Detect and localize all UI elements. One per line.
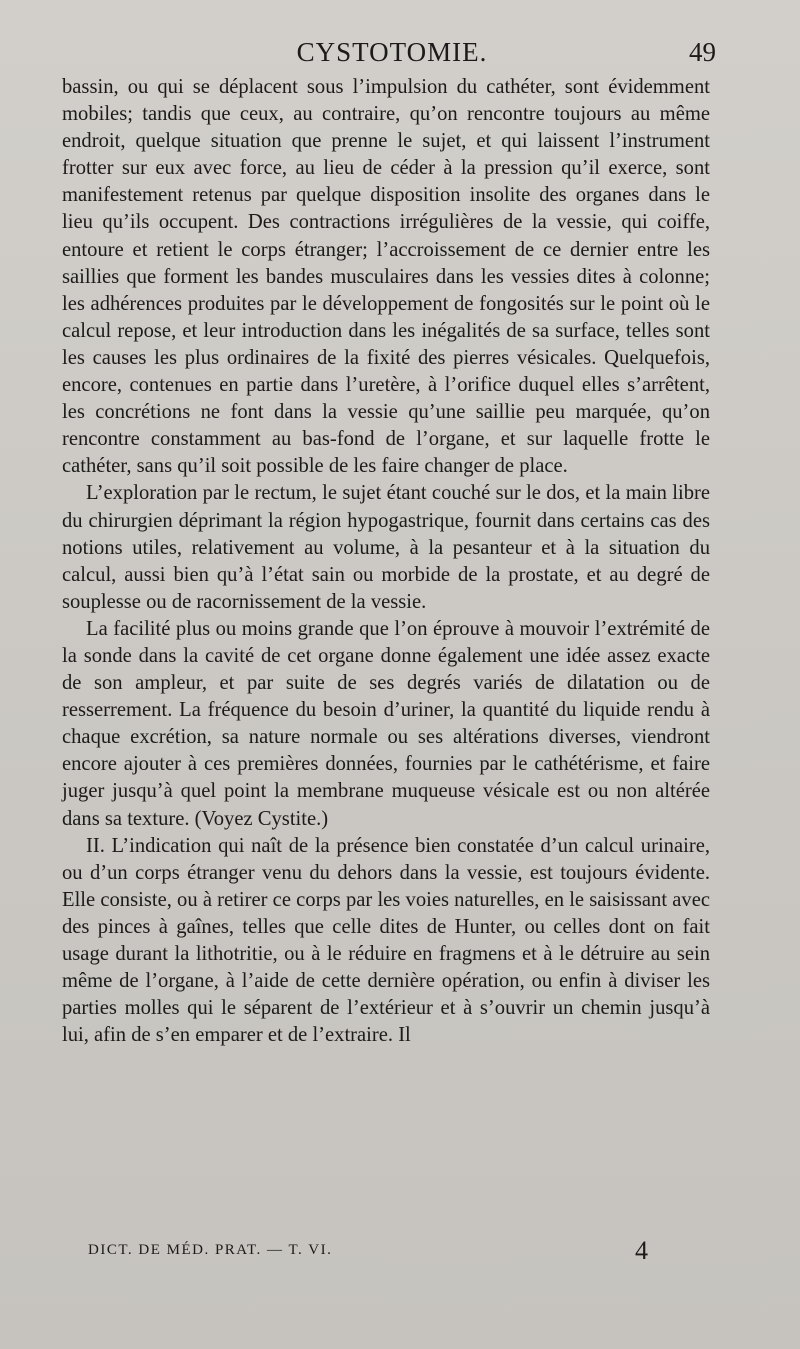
page-number: 49 bbox=[689, 37, 716, 67]
paragraph-2: L’exploration par le rectum, le sujet étant couché sur le dos, et la main libre du chirurgien déprimant la région hypogastrique, fournit dans certains cas des notions utiles, relativement au volume, à la pesanteur et à la situation du calcul, aussi bien qu’à l’état sain ou morbide de la prostate, et au degré de souplesse ou de racornissement de la vessie. bbox=[62, 482, 710, 613]
body-text bbox=[62, 74, 710, 1049]
signature-mark: 4 bbox=[635, 1236, 648, 1265]
page-header bbox=[62, 34, 722, 74]
paragraph-1: bassin, ou qui se déplacent sous l’impulsion du cathéter, sont évidemment mobiles; tandis que ceux, au contraire, qu’on rencontre toujours au même endroit, quelque situation que prenne le sujet, et qui laissent l’instrument frotter sur eux avec force, au lieu de céder à la pression qu’il exerce, sont manifestement retenus par quelque disposition insolite des organes dans le lieu qu’ils occupent. Des contractions irrégulières de la vessie, qui coiffe, entoure et retient le corps étranger; l’accroissement de ce dernier entre les saillies que forment les bandes musculaires dans les vessies dites à colonne; les adhérences produites par le développement de fongosités sur le point où le calcul repose, et leur introduction dans les inégalités de sa surface, telles sont les causes les plus ordinaires de la fixité des pierres vésicales. Quelquefois, encore, contenues en partie dans l’uretère, à l’orifice duquel elles s’arrêtent, les concrétions ne font dans la vessie qu’une saillie peu marquée, qu’on rencontre constamment au bas-fond de l’organe, et sur laquelle frotte le cathéter, sans qu’il soit possible de les faire changer de place. bbox=[62, 76, 710, 478]
page-footer bbox=[88, 1236, 648, 1266]
paragraph-3: La facilité plus ou moins grande que l’on éprouve à mouvoir l’extrémité de la sonde dans la cavité de cet organe donne également une idée assez exacte de son ampleur, et par suite de ses degrés variés de dilatation ou de resserrement. La fréquence du besoin d’uriner, la quantité du liquide rendu à chaque excrétion, sa nature normale ou ses altérations diverses, viendront encore ajouter à ces premières données, fournies par le cathétérisme, et faire juger jusqu’à quel point la membrane muqueuse vésicale est ou non altérée dans sa texture. (Voyez Cystite.) bbox=[62, 617, 710, 830]
running-title: CYSTOTOMIE. bbox=[296, 37, 488, 67]
footer-publication-ref: DICT. DE MÉD. PRAT. — T. VI. bbox=[88, 1242, 333, 1258]
paragraph-4: II. L’indication qui naît de la présence bien constatée d’un calcul urinaire, ou d’un corps étranger venu du dehors dans la vessie, est toujours évidente. Elle consiste, ou à retirer ce corps par les voies naturelles, en le saisissant avec des pinces à gaînes, telles que celle dites de Hunter, ou celles dont on fait usage durant la lithotritie, ou à le réduire en fragmens et à le détruire au sein même de l’organe, à l’aide de cette dernière opération, ou enfin à diviser les parties molles qui le séparent de l’extérieur et à s’ouvrir un chemin jusqu’à lui, afin de s’en emparer et de l’extraire. Il bbox=[62, 834, 710, 1047]
